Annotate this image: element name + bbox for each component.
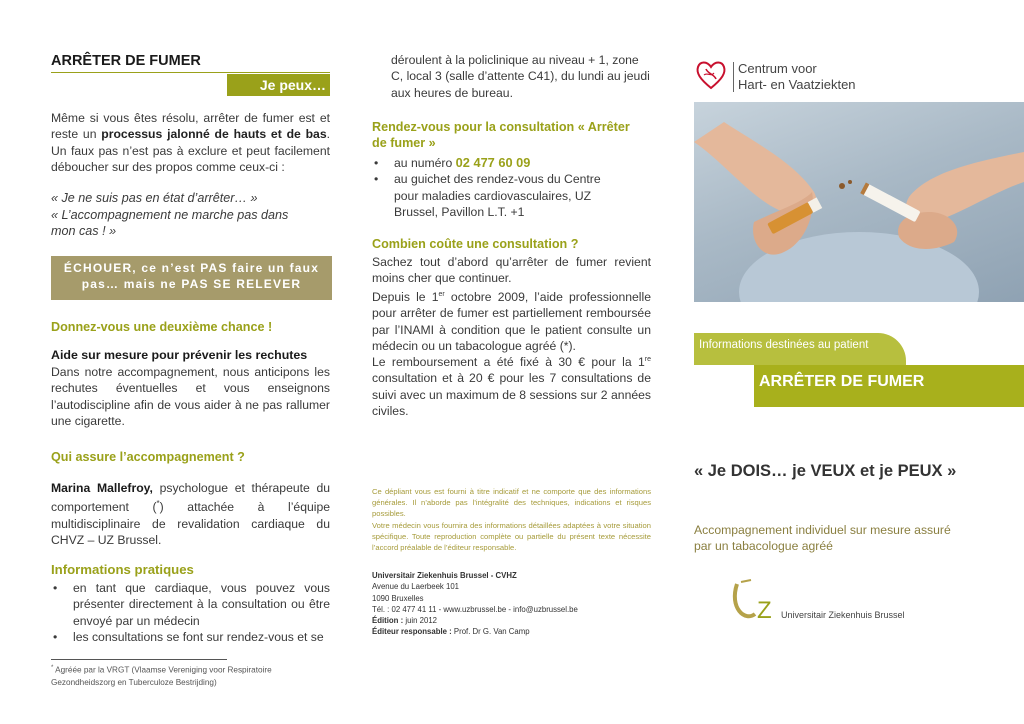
disclaimer-1: Ce dépliant vous est fourni à titre indicatif et ne comporte que des informations générales. Il n’aborde pas l’intégralité des techniques, indications et risques possibles.	[372, 487, 651, 519]
brochure-description: Accompagnement individuel sur mesure assuré par un tabacologue agréé	[694, 523, 951, 554]
footnote-text: Agréée par la VRGT (Vlaamse Vereniging voor Respiratoire Gezondheidszorg en Tuberculoze Bestrijding)	[51, 665, 272, 687]
uz-logo-text: Universitair Ziekenhuis Brussel	[781, 610, 905, 620]
cost-paragraph-3	[372, 352, 651, 419]
org-contact: Tél. : 02 477 41 11 - www.uzbrussel.be - info@uzbrussel.be	[372, 604, 578, 614]
title-band	[754, 365, 1024, 407]
section2-sup: *	[156, 499, 160, 509]
therapist-name: Marina Mallefroy,	[51, 481, 153, 495]
disclaimer-2: Votre médecin vous fournira des informations détaillées adaptées à votre situation spécifique. Toute reproduction complète ou partielle du présent texte nécessite l’accord préalable de l’éditeur responsable.	[372, 521, 651, 553]
rdv-phone-number: 02 477 60 09	[455, 155, 531, 170]
logo-line-2: Hart- en Vaatziekten	[738, 77, 856, 92]
footnote-mark: *	[51, 665, 54, 671]
uz-logo	[729, 578, 919, 628]
practical-bullets	[51, 580, 330, 645]
cost-sup2: re	[644, 356, 651, 363]
edition-label: Édition :	[372, 616, 404, 626]
section2-text-a: psychologue et thérapeute du comportement (	[51, 481, 331, 515]
footnote-rule	[51, 659, 227, 660]
section3-heading: Informations pratiques	[51, 562, 194, 577]
section2-text	[51, 480, 330, 548]
info-tab	[694, 333, 906, 365]
logo-divider	[733, 62, 734, 92]
section2-heading: Qui assure l’accompagnement ?	[51, 450, 245, 464]
cost-p2b: octobre 2009, l’aide professionnelle pour arrêter de fumer est partiellement remboursée par l’INAMI à condition que le patient consulte un médecin ou un tabacologue agréé (*).	[372, 290, 651, 353]
left-title: ARRÊTER DE FUMER	[51, 53, 201, 69]
cost-paragraph-2	[372, 287, 651, 354]
continued-text: déroulent à la policlinique au niveau + 1, zone C, local 3 (salle d’attente C41), du lundi au jeudi aux heures de bureau.	[391, 53, 650, 100]
section1-heading: Donnez-vous une deuxième chance !	[51, 320, 273, 334]
rdv-heading: Rendez-vous pour la consultation « Arrêter de fumer »	[372, 120, 630, 150]
logo-line-1: Centrum voor	[738, 61, 817, 76]
org-city: 1090 Bruxelles	[372, 593, 424, 603]
subtitle-text: Je peux… tenir	[259, 77, 326, 115]
cost-p3a: Le remboursement a été fixé à 30 € pour la 1	[372, 355, 645, 370]
intro-bold: processus jalonné de hauts et de bas	[101, 127, 327, 142]
cost-p3b: consultation et à 20 € pour les 7 consultations de suivi avec un maximum de 8 sessions sur 2 années civiles.	[372, 371, 651, 418]
publisher-block	[372, 570, 651, 638]
practical-bullet-2: • les consultations se font sur rendez-vous et se	[51, 629, 330, 645]
rdv-bullets	[372, 155, 651, 220]
intro-paragraph	[51, 110, 330, 175]
slogan: « Je DOIS… je VEUX et je PEUX »	[694, 462, 957, 480]
centre-logo	[694, 58, 914, 94]
rdv-guichet-item: • au guichet des rendez-vous du Centre pour maladies cardiovasculaires, UZ Brussel, Pavillon L.T. +1	[372, 171, 624, 220]
edition-line	[372, 615, 651, 626]
section1-subheading: Aide sur mesure pour prévenir les rechutes	[51, 348, 308, 362]
uz-logo-icon	[729, 578, 783, 626]
svg-text:Z: Z	[757, 597, 772, 624]
section2-text-b: ) attachée à l’équipe multidisciplinaire de revalidation cardiaque du CHVZ – UZ Brussel.	[51, 500, 331, 547]
quote-2: « L’accompagnement ne marche pas dans mon cas ! »	[51, 208, 289, 239]
intro-text-1: Même si vous êtes résolu, arrêter de fumer est et reste un	[51, 111, 330, 142]
editor-line	[372, 626, 651, 637]
rdv-phone-prefix: au numéro	[394, 156, 456, 170]
cost-p2a: Depuis le 1	[372, 290, 439, 305]
banner-text: ÉCHOUER, ce n’est PAS faire un faux pas… mais ne PAS SE RELEVER	[63, 261, 320, 291]
quote-1: « Je ne suis pas en état d’arrêter… »	[51, 191, 258, 205]
edition-value: juin 2012	[403, 616, 438, 626]
rdv-phone-item	[372, 155, 651, 171]
band-title: ARRÊTER DE FUMER	[759, 373, 925, 390]
cost-paragraph-1: Sachez tout d’abord qu’arrêter de fumer revient moins cher que continuer.	[372, 255, 651, 286]
intro-text-2: . Un faux pas n’est pas à exclure et peut facilement déboucher sur des propos comme ceux-ci :	[51, 127, 330, 174]
org-name: Universitair Ziekenhuis Brussel - CVHZ	[372, 571, 517, 580]
subtitle-bar	[227, 74, 330, 115]
title-underline	[51, 72, 330, 73]
info-tab-text: Informations destinées au patient	[699, 339, 869, 351]
heart-logo-icon	[694, 58, 728, 92]
cigarette-photo	[694, 102, 1024, 302]
section1-text: Dans notre accompagnement, nous anticipons les rechutes éventuelles et vous enseignons l’autodiscipline afin de vous aider à ne pas rallumer une cigarette.	[51, 365, 330, 428]
editor-value: Prof. Dr G. Van Camp	[451, 627, 530, 637]
editor-label: Éditeur responsable :	[372, 627, 452, 637]
breaking-cigarette-illustration	[694, 102, 1024, 302]
practical-bullet-1: • en tant que cardiaque, vous pouvez vous présenter directement à la consultation ou être envoyé par un médecin	[51, 580, 330, 629]
org-street: Avenue du Laerbeek 101	[372, 582, 459, 592]
cost-sup1: er	[438, 291, 445, 298]
cost-heading: Combien coûte une consultation ?	[372, 237, 579, 251]
banner	[51, 256, 332, 300]
footnote	[51, 662, 330, 689]
